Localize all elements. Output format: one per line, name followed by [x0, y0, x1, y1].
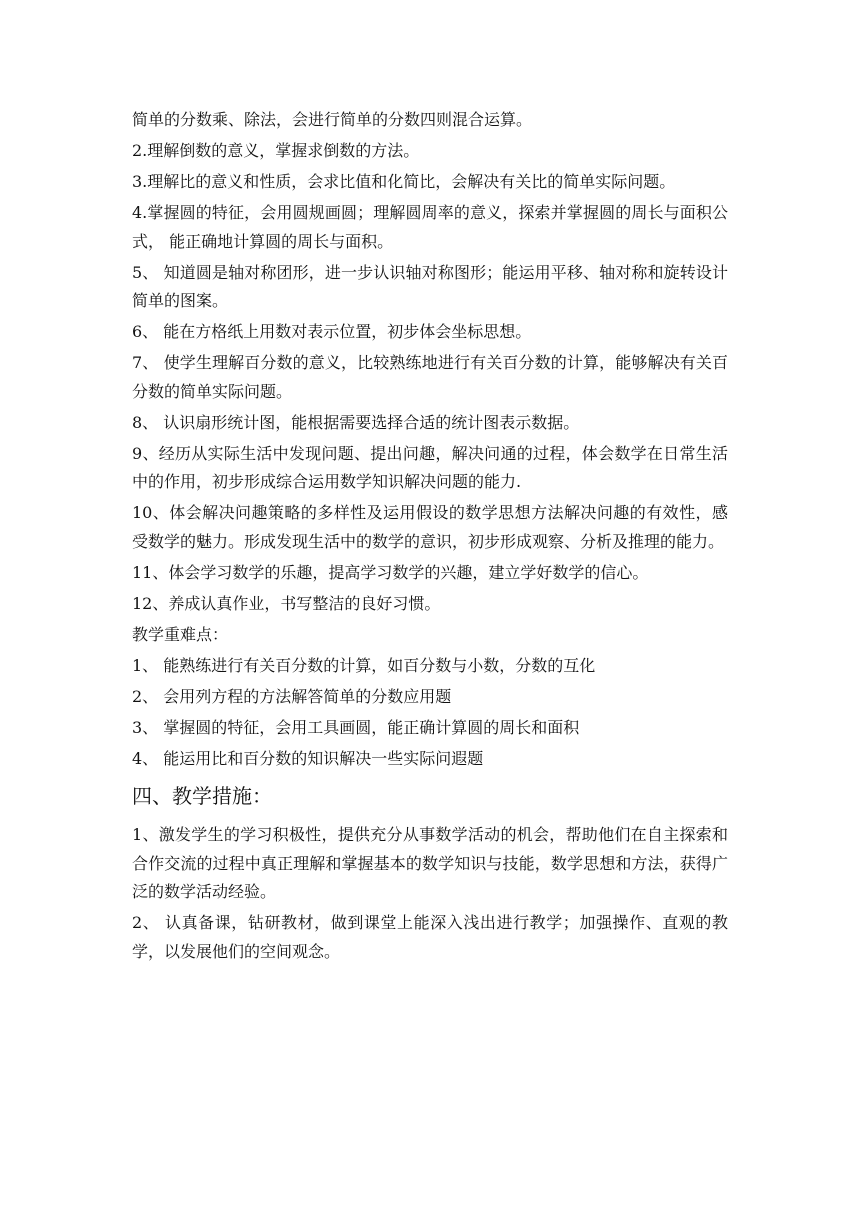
- paragraph-problem-solving: 9、经历从实际生活中发现问题、提出问趣，解决问通的过程，体会数学在日常生活中的作用，初步形成综合运用数学知识解决问题的能力.: [132, 443, 728, 491]
- paragraph-symmetry: 5、 知道圆是轴对称团形，进一步认识轴对称图形；能运用平移、轴对称和旋转设计简单的图案。: [132, 262, 728, 310]
- paragraph-coordinates: 6、 能在方格纸上用数对表示位置，初步体会坐标思想。: [132, 322, 532, 341]
- paragraph-habits: 12、养成认真作业，书写整洁的良好习惯。: [132, 593, 441, 613]
- paragraph-pie-chart: 8、 认识扇形统计图，能根据需要选择合适的统计图表示数据。: [132, 412, 580, 432]
- paragraph-measure-1: 1、激发学生的学习积极性，提供充分从事数学活动的机会，帮助他们在自主探索和合作交流的过程中真正理解和掌握基本的数学知识与技能，数学思想和方法，获得广泛的数学活动经验。: [132, 825, 728, 901]
- paragraph-fraction-operations: 简单的分数乘、除法，会进行简单的分数四则混合运算。: [132, 110, 533, 129]
- paragraph-interest: 11、体会学习数学的乐趣，提高学习数学的兴趣，建立学好数学的信心。: [132, 562, 649, 582]
- paragraph-key-points-label: 教学重难点：: [132, 624, 229, 644]
- key-point-item: 1、 能熟练进行有关百分数的计算，如百分数与小数，分数的互化: [132, 655, 596, 675]
- paragraph-circle-features: 4.掌握圆的特征，会用圆规画圆；理解圆周率的意义，探索并掌握圆的周长与面积公式， 能正确地计算圆的周长与面积。: [132, 203, 728, 251]
- section-heading: 四、教学措施：: [132, 784, 272, 808]
- document-body: [132, 106, 728, 969]
- paragraph-strategies: 10、体会解决问趣策略的多样性及运用假设的数学思想方法解决问趣的有效性，感受数学的魅力。形成发现生活中的数学的意识，初步形成观察、分析及推理的能力。: [132, 503, 728, 551]
- paragraph-measure-2: 2、 认真备课，钻研教材，做到课堂上能深入浅出进行教学；加强操作、直观的教学，以发展他们的空间观念。: [132, 913, 728, 961]
- paragraph-reciprocal: 2.理解倒数的意义，掌握求倒数的方法。: [132, 141, 420, 160]
- paragraph-ratio: 3.理解比的意义和性质，会求比值和化简比，会解决有关比的简单实际问题。: [132, 172, 676, 191]
- key-point-item: 4、 能运用比和百分数的知识解决一些实际问遐题: [132, 748, 484, 768]
- key-point-item: 2、 会用列方程的方法解答简单的分数应用题: [132, 686, 452, 706]
- key-point-item: 3、 掌握圆的特征，会用工具画圆，能正确计算圆的周长和面积: [132, 717, 580, 737]
- paragraph-percentage: 7、 使学生理解百分数的意义，比较熟练地进行有关百分数的计算，能够解决有关百分数的简单实际问题。: [132, 353, 728, 401]
